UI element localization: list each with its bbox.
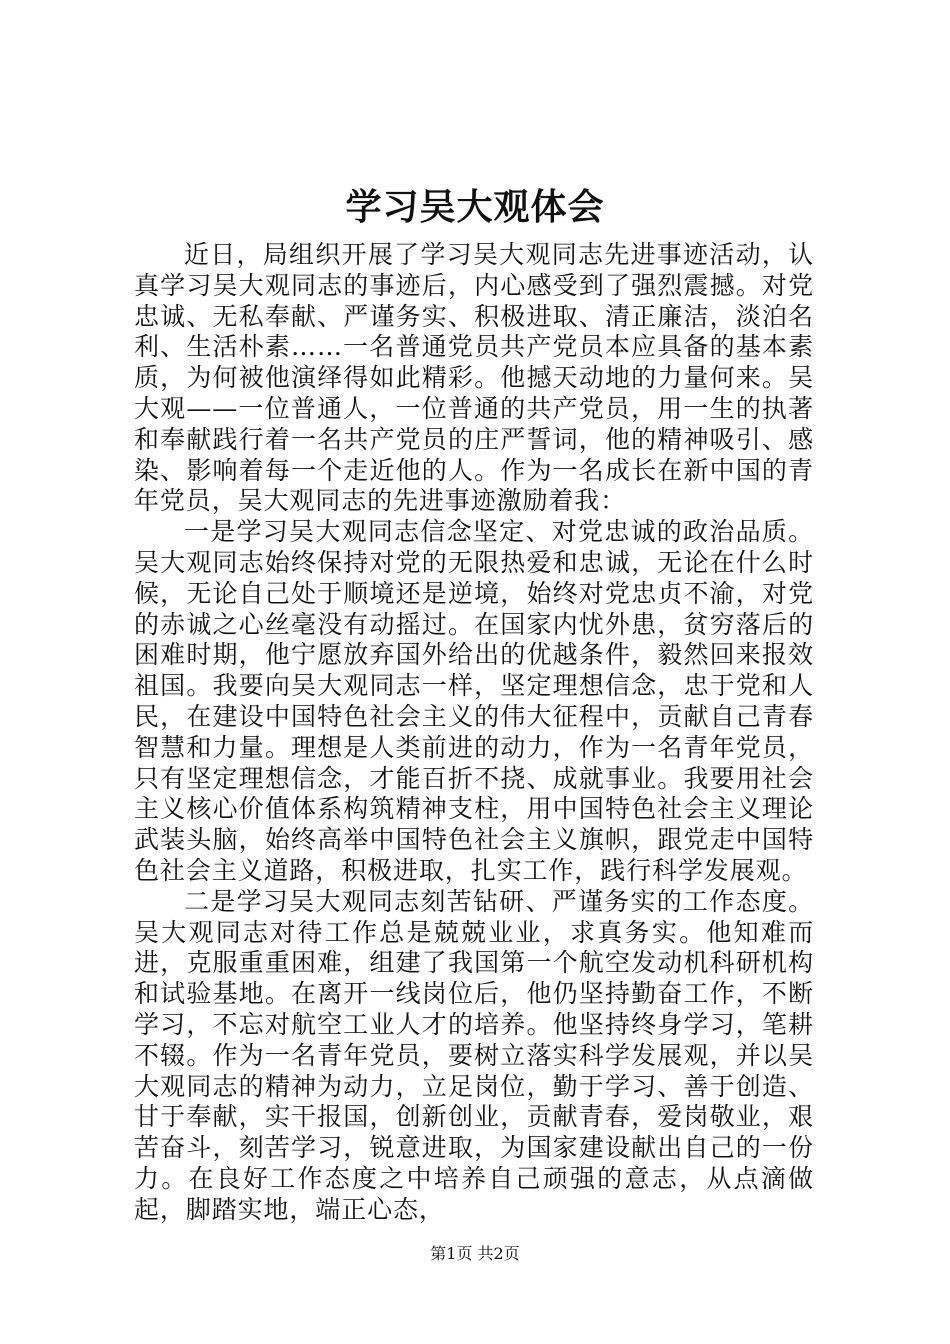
page-footer bbox=[0, 1243, 950, 1265]
paragraph-point-one: 一是学习吴大观同志信念坚定、对党忠诚的政治品质。吴大观同志始终保持对党的无限热爱和忠诚，无论在什么时候，无论自己处于顺境还是逆境，始终对党忠贞不渝，对党的赤诚之心丝毫没有动摇过。在国家内忧外患，贫穷落后的困难时期，他宁愿放弃国外给出的优越条件，毅然回来报效祖国。我要向吴大观同志一样，坚定理想信念，忠于党和人民，在建设中国特色社会主义的伟大征程中，贡献自己青春智慧和力量。理想是人类前进的动力，作为一名青年党员，只有坚定理想信念，才能百折不挠、成就事业。我要用社会主义核心价值体系构筑精神支柱，用中国特色社会主义理论武装头脑，始终高举中国特色社会主义旗帜，跟党走中国特色社会主义道路，积极进取，扎实工作，践行科学发展观。 bbox=[134, 517, 814, 885]
paragraph-intro: 近日，局组织开展了学习吴大观同志先进事迹活动，认真学习吴大观同志的事迹后，内心感受到了强烈震撼。对党忠诚、无私奉献、严谨务实、积极进取、清正廉洁，淡泊名利、生活朴素……一名普通党员共产党员本应具备的基本素质，为何被他演绎得如此精彩。他撼天动地的力量何来。吴大观——一位普通人，一位普通的共产党员，用一生的执著和奉献践行着一名共产党员的庄严誓词，他的精神吸引、感染、影响着每一个走近他的人。作为一名成长在新中国的青年党员，吴大观同志的先进事迹激励着我： bbox=[134, 240, 814, 516]
page-number-indicator: 第1页 共2页 bbox=[430, 1244, 520, 1263]
paragraph-point-two: 二是学习吴大观同志刻苦钻研、严谨务实的工作态度。吴大观同志对待工作总是兢兢业业，求真务实。他知难而进，克服重重困难，组建了我国第一个航空发动机科研机构和试验基地。在离开一线岗位后，他仍坚持勤奋工作，不断学习，不忘对航空工业人才的培养。他坚持终身学习，笔耕不辍。作为一名青年党员，要树立落实科学发展观，并以吴大观同志的精神为动力，立足岗位，勤于学习、善于创造、甘于奉献，实干报国，创新创业，贡献青春，爱岗敬业，艰苦奋斗，刻苦学习，锐意进取，为国家建设献出自己的一份力。在良好工作态度之中培养自己顽强的意志，从点滴做起，脚踏实地，端正心态， bbox=[134, 886, 814, 1224]
document-title: 学习吴大观体会 bbox=[345, 186, 605, 228]
document-body bbox=[134, 240, 814, 1226]
